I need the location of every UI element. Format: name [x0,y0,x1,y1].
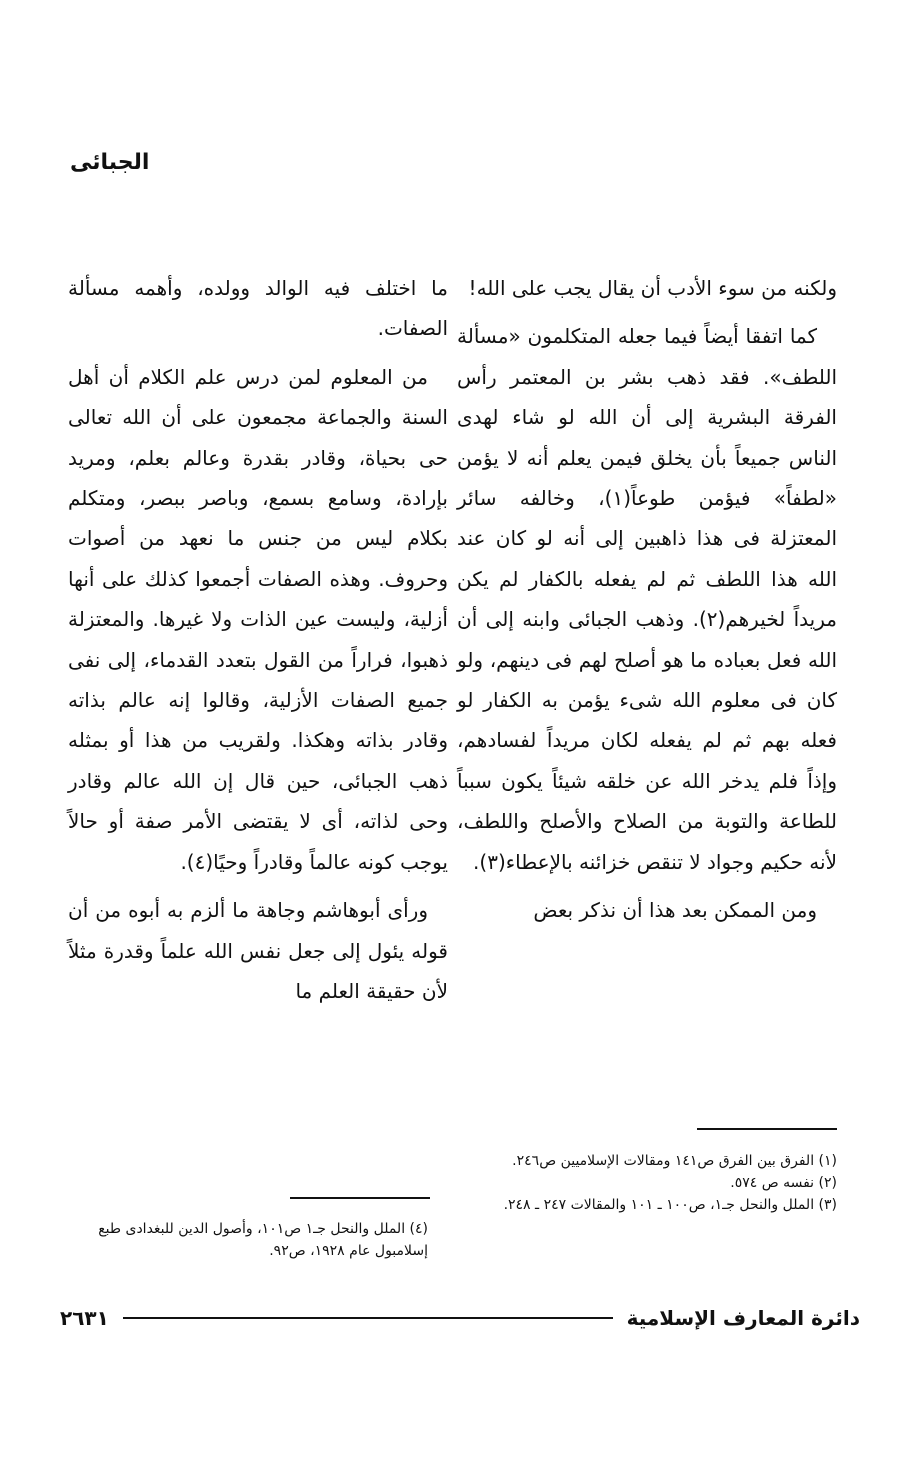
paragraph: كما اتفقا أيضاً فيما جعله المتكلمون «مسألة اللطف». فقد ذهب بشر بن المعتمر رأس الفرقة البشرية إلى أن الله لو شاء لهدى الناس جميعاً بأن يخلق فيمن يعلم أنه لا يؤمن «لطفاً» فيؤمن طوعاً(١)، وخالفه سائر المعتزلة فى هذا ذاهبين إلى أنه لو كان عند الله هذا اللطف ثم لم يفعله بالكفار لم يكن مريداً لخيرهم(٢). وذهب الجبائى وابنه إلى أن الله فعل بعباده ما هو أصلح لهم فى دينهم، ولو كان فى معلوم الله شىء يؤمن به الكفار لو فعله بهم ثم لم يفعله لكان مريداً لفسادهم، وإذاً فلم يدخر الله عن خلقه شيئاً يكون سبباً للطاعة والتوبة من الصلاح والأصلح واللطف، لأنه حكيم وجواد لا تنقص خزائنه بالإعطاء(٣). [457,324,837,874]
footnote: (٣) الملل والنحل جـ١، ص١٠٠ ـ ١٠١ والمقالات ٢٤٧ ـ ٢٤٨. [503,1197,837,1213]
paragraph: ولكنه من سوء الأدب أن يقال يجب على الله! [468,276,837,300]
page-footer [60,1303,860,1333]
footnote-divider [290,1197,430,1199]
left-column [68,268,448,1019]
paragraph: ورأى أبوهاشم وجاهة ما ألزم به أبوه من أن قوله يئول إلى جعل نفس الله علماً وقدرة مثلاً لأن حقيقة العلم ما [68,898,448,1003]
footnote-divider [697,1128,837,1130]
paragraph: ما اختلف فيه الوالد وولده، وأهمه مسألة الصفات. [68,276,448,341]
footnotes-left [68,1218,428,1262]
footnote: (٢) نفسه ص ٥٧٤. [730,1175,837,1191]
paragraph: ومن الممكن بعد هذا أن نذكر بعض [533,898,817,923]
right-column [457,268,837,939]
footnote: (٤) الملل والنحل جـ١ ص١٠١، وأصول الدين للبغدادى طبع إسلامبول عام ١٩٢٨، ص٩٢. [98,1221,428,1259]
footnote: (١) الفرق بين الفرق ص١٤١ ومقالات الإسلاميين ص٢٤٦. [512,1153,837,1169]
running-header: الجبائى [70,150,150,175]
paragraph: من المعلوم لمن درس علم الكلام أن أهل السنة والجماعة مجمعون على أن الله تعالى حى بحياة، وقادر بقدرة وعالم بعلم، ومريد بإرادة، وسامع بسمع، وباصر ببصر، ومتكلم بكلام ليس من جنس ما نعهد من أصوات وحروف. وهذه الصفات أجمعوا كذلك على أنها أزلية، وليست عين الذات ولا غيرها. والمعتزلة ذهبوا، فراراً من القول بتعدد القدماء، إلى نفى جميع الصفات الأزلية، وقالوا إنه عالم بذاته وقادر بذاته وهكذا. ولقريب من هذا أو بمثله ذهب الجبائى، حين قال إن الله عالم وقادر وحى لذاته، أى لا يقتضى الأمر صفة أو حالاً يوجب كونه عالماً وقادراً وحيًا(٤). [68,364,448,874]
footer-title: دائرة المعارف الإسلامية [626,1306,860,1330]
footnotes-right [477,1150,837,1216]
page-number: ٢٦٣١ [60,1306,109,1330]
footer-rule [123,1317,613,1319]
